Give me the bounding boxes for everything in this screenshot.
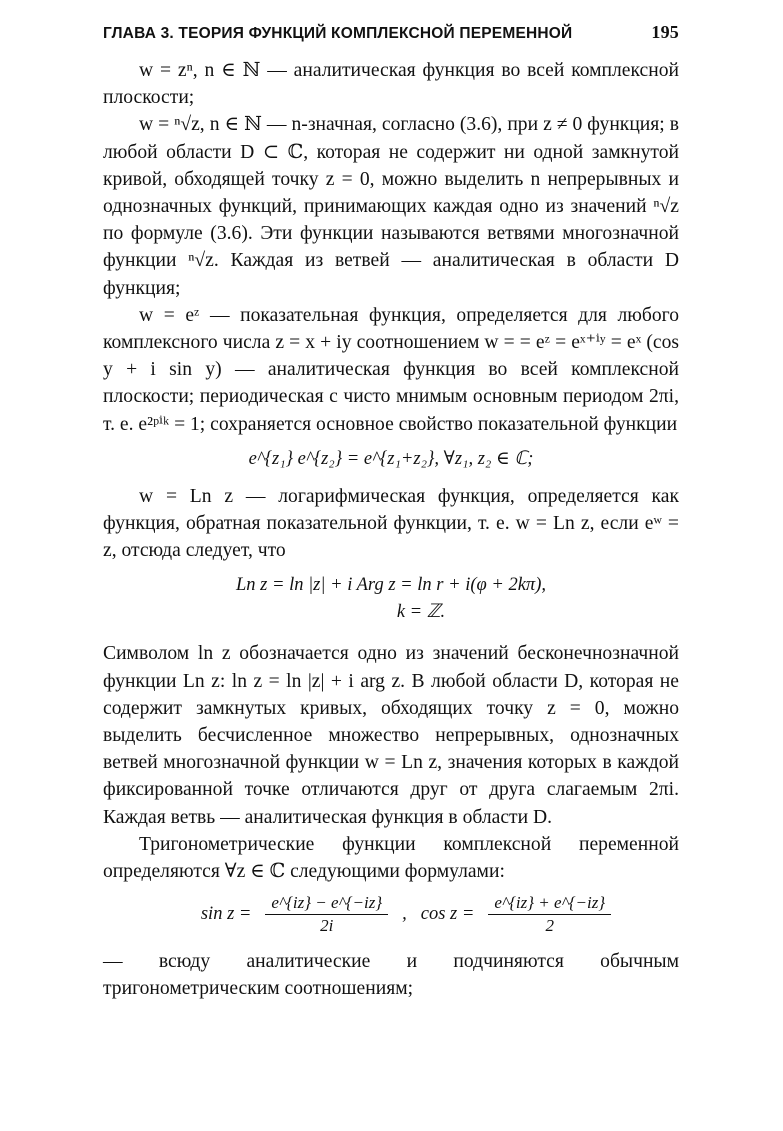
running-header (103, 22, 679, 43)
paragraph-log-function: w = Ln z — логарифмическая функция, определяется как функция, обратная показательной функции, т. е. w = Ln z, если eʷ = z, отсюда следует, что (103, 485, 679, 562)
paragraph-root-function: w = ⁿ√z, n ∈ ℕ — n-значная, согласно (3.6), при z ≠ 0 функция; в любой области D ⊂ ℂ, которая не содержит ни одной замкнутой кривой, обходящей точку z = 0, можно выделить n непрерывных и однозначных функций, принимающих каждая одно из значений ⁿ√z по формуле (3.6). Эти функции называются ветвями многозначной функции ⁿ√z. Каждая из ветвей — аналитическая в области D функция; (103, 114, 679, 299)
chapter-title: ГЛАВА 3. ТЕОРИЯ ФУНКЦИЙ КОМПЛЕКСНОЙ ПЕРЕМЕННОЙ (103, 25, 573, 42)
sin-lhs: sin z = (200, 904, 252, 925)
sin-denominator: 2i (320, 916, 334, 936)
paragraph-trig-properties: — всюду аналитические и подчиняются обычным тригонометрическим соотношениям; (103, 951, 679, 1000)
cos-denominator: 2 (545, 916, 554, 936)
book-page (103, 22, 679, 1003)
cos-fraction (488, 893, 611, 936)
cos-lhs: cos z = (420, 904, 475, 925)
page-number: 195 (651, 22, 679, 42)
cos-numerator: e^{iz} + e^{−iz} (488, 893, 611, 915)
paragraph-trig-intro: Тригонометрические функции комплексной переменной определяются ∀z ∈ ℂ следующими формулами: (103, 833, 679, 883)
sin-fraction (265, 893, 388, 936)
paragraph-exponential-function: w = eᶻ — показательная функция, определяется для любого комплексного числа z = x + iy соотношением w = = eᶻ = eˣ⁺ⁱʸ = eˣ (cos y + i sin y) — аналитическая функция во всей комплексной плоскости; периодическая с чисто мнимым основным периодом 2πi, т. е. e²ᵖⁱᵏ = 1; сохраняется основное свойство показательной функции (103, 304, 679, 435)
formula-log-line-1: Ln z = ln |z| + i Arg z = ln r + i(φ + 2kπ), (235, 575, 546, 596)
paragraph-log-branches: Символом ln z обозначается одно из значений бесконечнозначной функции Ln z: ln z = ln |z| + i arg z. В любой области D, которая не содержит замкнутых кривых, обходящих точку z = 0, можно выделить бесчисленное множество непрерывных, однозначных ветвей многозначной функции w = Ln z, значения которых в каждой фиксированной точке отличаются друг от друга слагаемым 2πi. Каждая ветвь — аналитическая функция в области D. (103, 643, 679, 828)
formula-exp-property: e^{z₁} e^{z₂} = e^{z₁+z₂}, ∀z₁, z₂ ∈ ℂ; (248, 448, 534, 469)
formula-log (103, 572, 679, 626)
paragraph-power-function: w = zⁿ, n ∈ ℕ — аналитическая функция во всей комплексной плоскости; (103, 60, 679, 109)
formula-trig (133, 893, 679, 936)
sin-numerator: e^{iz} − e^{−iz} (265, 893, 388, 915)
formula-log-line-2: k = ℤ. (396, 602, 446, 623)
formula-separator: , (402, 904, 407, 925)
